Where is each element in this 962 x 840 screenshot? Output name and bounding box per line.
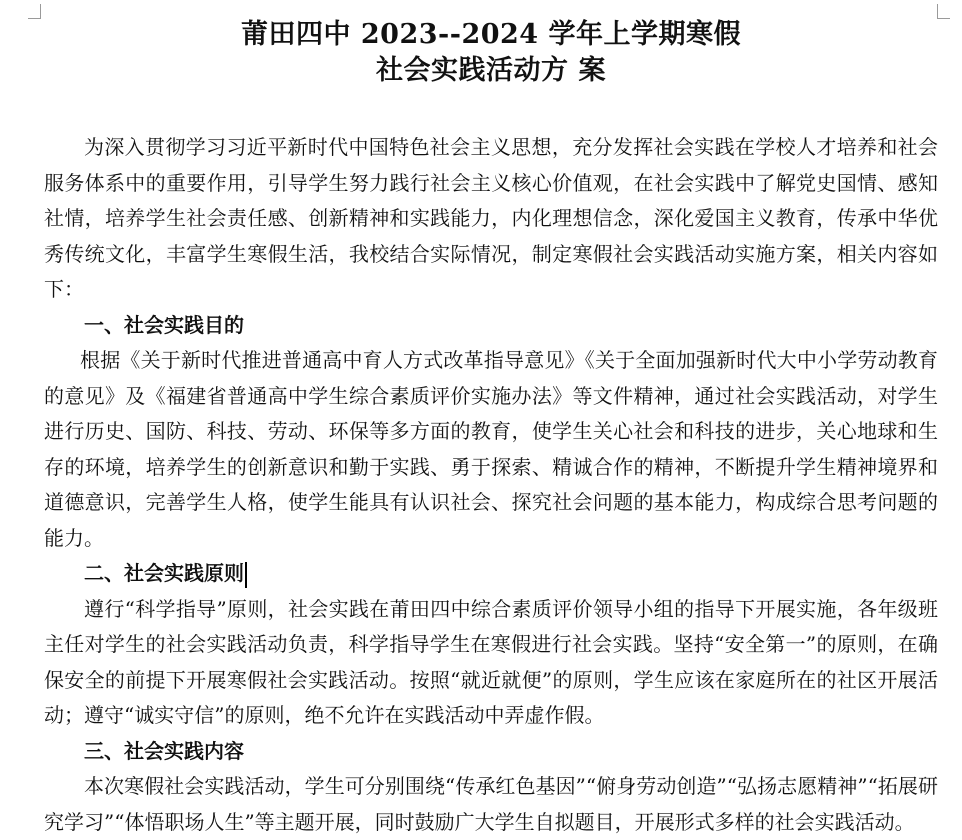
document-title-line-2: 社会实践活动方 案 <box>376 55 606 86</box>
document-body[interactable] <box>44 18 938 840</box>
section-heading-principles <box>44 556 938 592</box>
section-body-purpose: 根据《关于新时代推进普通高中育人方式改革指导意见》《关于全面加强新时代大中小学劳动教育的意见》及《福建省普通高中学生综合素质评价实施办法》等文件精神，通过社会实践活动，对学生进行历史、国防、科技、劳动、环保等多方面的教育，使学生关心社会和科技的进步，关心地球和生存的环境，培养学生的创新意识和勤于实践、勇于探索、精诚合作的精神，不断提升学生精神境界和道德意识，完善学生人格，使学生能具有认识社会、探究社会问题的基本能力，构成综合思考问题的能力。 <box>44 348 938 550</box>
section-heading-content: 三、社会实践内容 <box>84 738 244 763</box>
section-body-principles: 遵行“科学指导”原则，社会实践在莆田四中综合素质评价领导小组的指导下开展实施，各年级班主任对学生的社会实践活动负责，科学指导学生在寒假进行社会实践。坚持“安全第一”的原则，在确保安全的前提下开展寒假社会实践活动。按照“就近就便”的原则，学生应该在家庭所在的社区开展活动；遵守“诚实守信”的原则，绝不允许在实践活动中弄虚作假。 <box>44 596 938 727</box>
margin-corner-mark <box>28 4 41 19</box>
section-body-content: 本次寒假社会实践活动，学生可分别围绕“传承红色基因”“俯身劳动创造”“弘扬志愿精神”“拓展研究学习”“体悟职场人生”等主题开展，同时鼓励广大学生自拟题目，开展形式多样的社会实践活动。 <box>44 774 938 834</box>
text-cursor <box>245 562 247 588</box>
section-heading-principles-text: 二、社会实践原则 <box>84 561 244 585</box>
section-heading-purpose: 一、社会实践目的 <box>84 312 244 337</box>
intro-paragraph: 为深入贯彻学习习近平新时代中国特色社会主义思想，充分发挥社会实践在学校人才培养和社会服务体系中的重要作用，引导学生努力践行社会主义核心价值观，在社会实践中了解党史国情、感知社情，培养学生社会责任感、创新精神和实践能力，内化理想信念，深化爱国主义教育，传承中华优秀传统文化，丰富学生寒假生活，我校结合实际情况，制定寒假社会实践活动实施方案，相关内容如下： <box>44 135 938 301</box>
document-title-line-1: 莆田四中 2023--2024 学年上学期寒假 <box>240 19 741 50</box>
margin-corner-mark <box>937 4 950 19</box>
